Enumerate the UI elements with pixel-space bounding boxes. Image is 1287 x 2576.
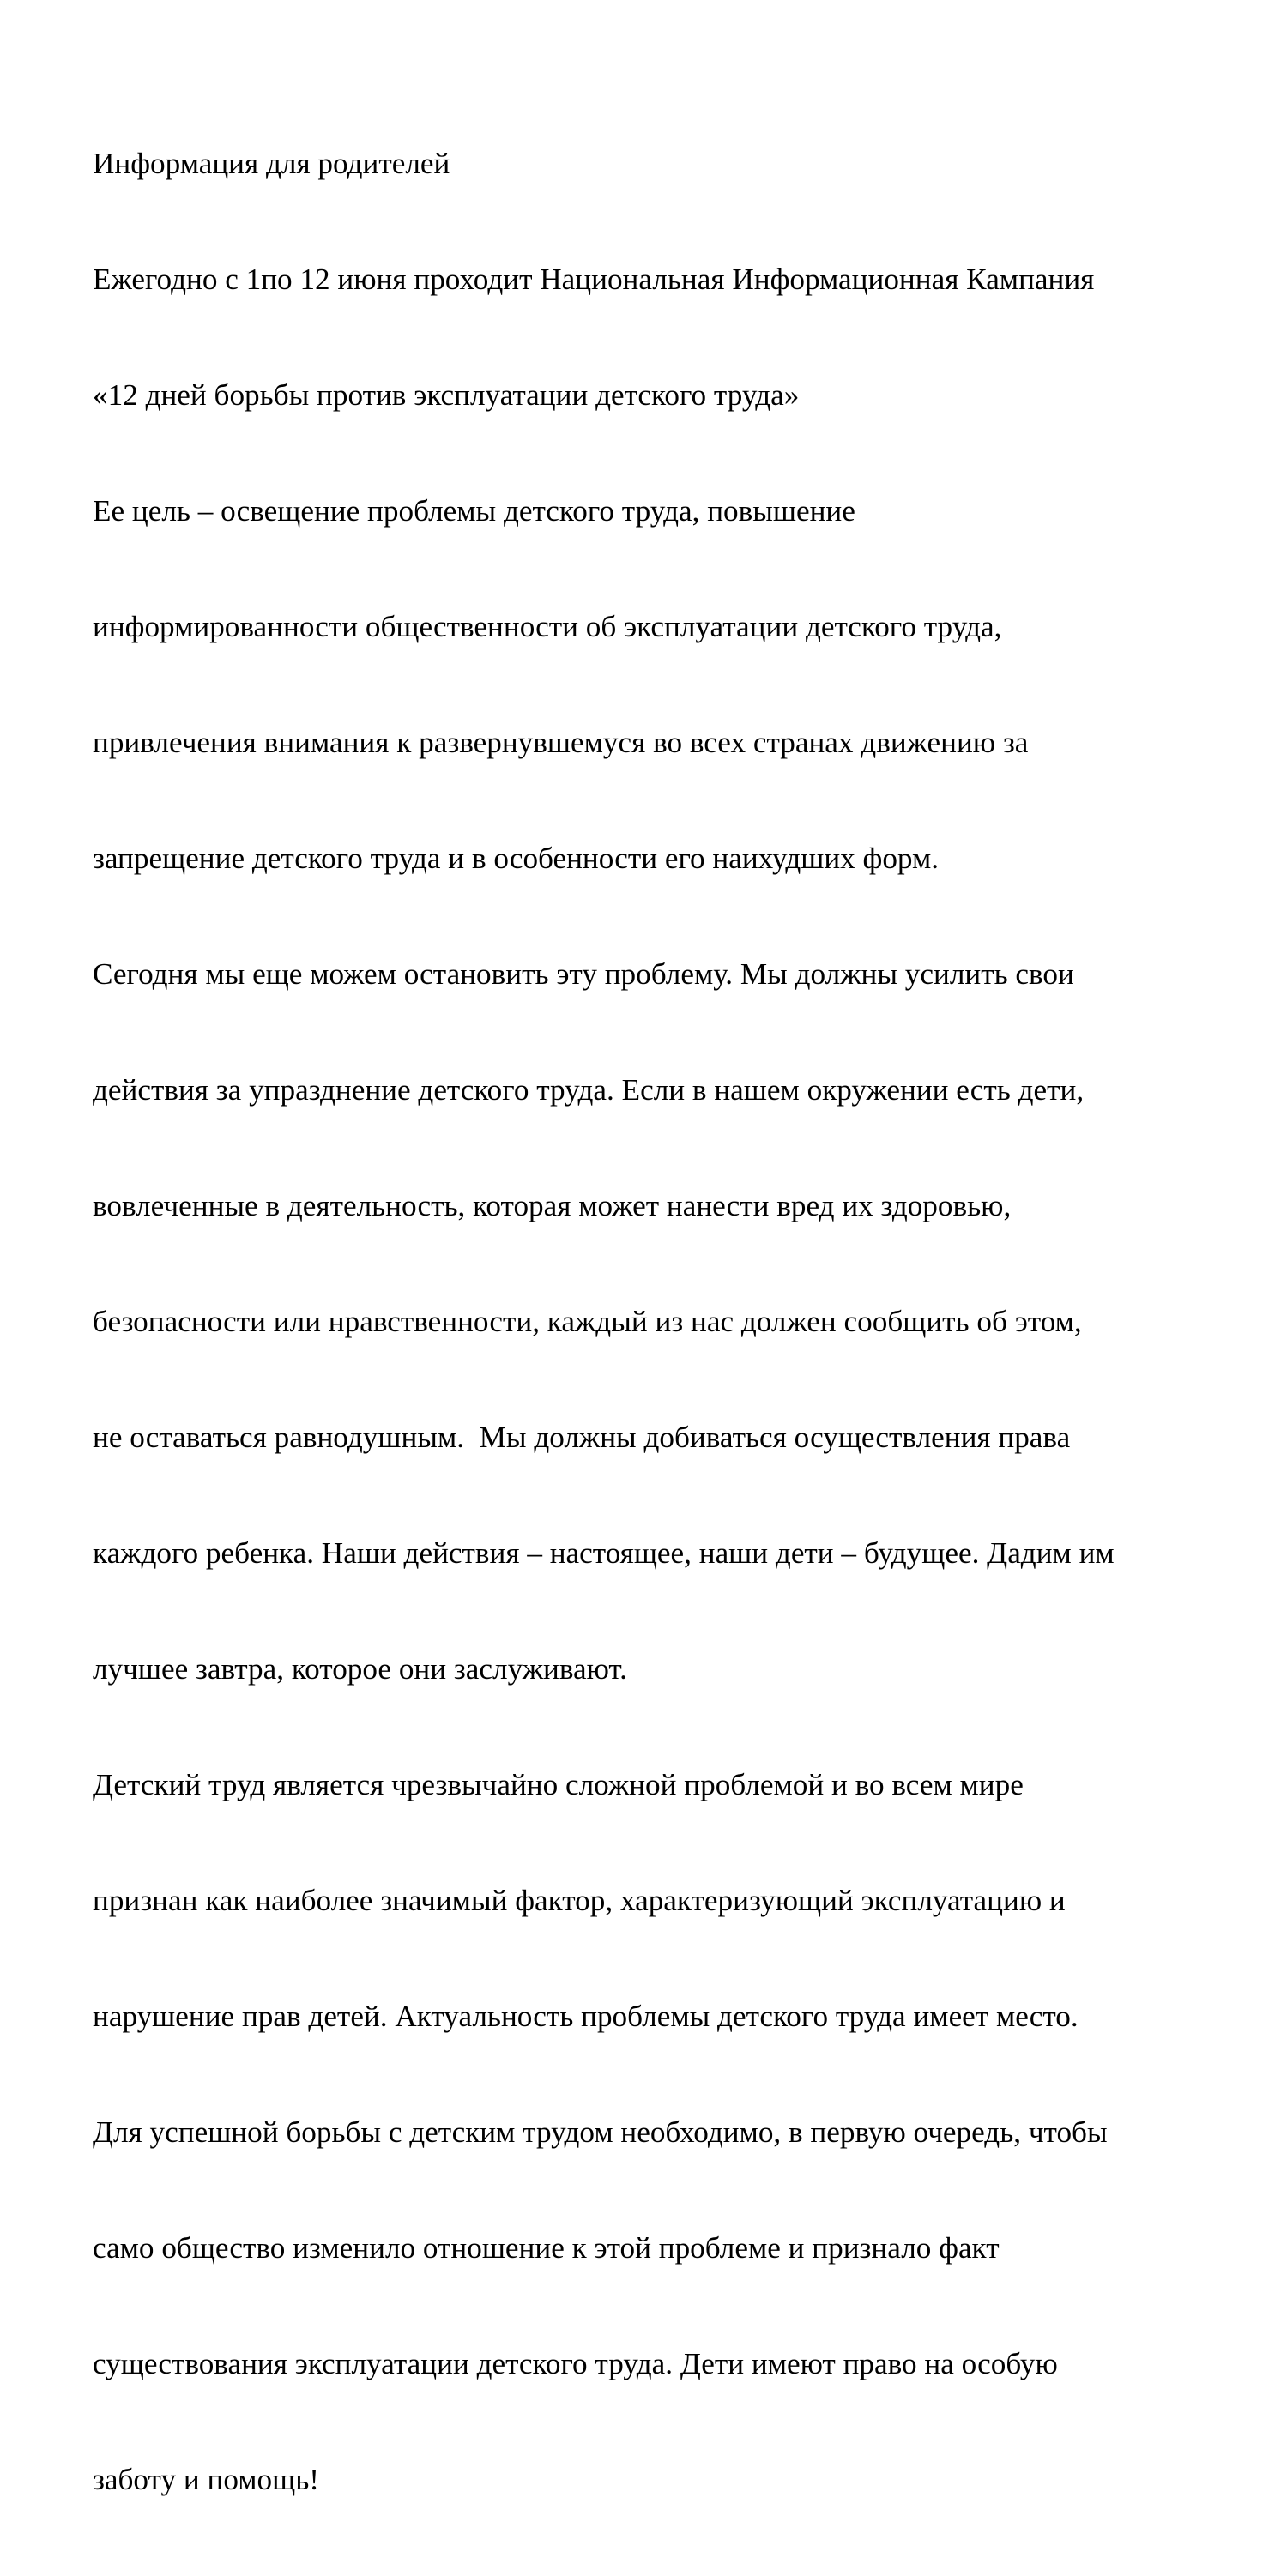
text-line: заботу и помощь!: [93, 2463, 319, 2496]
text-line: «12 дней борьбы против эксплуатации детского труда»: [93, 378, 800, 412]
text-line: признан как наиболее значимый фактор, характеризующий эксплуатацию и: [93, 1884, 1066, 1917]
text-line: нарушение прав детей. Актуальность проблемы детского труда имеет место.: [93, 2000, 1079, 2033]
text-line: каждого ребенка. Наши действия – настоящее, наши дети – будущее. Дадим им: [93, 1536, 1115, 1570]
text-line: само общество изменило отношение к этой проблеме и признало факт: [93, 2231, 1000, 2265]
text-line: Для успешной борьбы с детским трудом необходимо, в первую очередь, чтобы: [93, 2115, 1108, 2149]
text-line: Ее цель – освещение проблемы детского труда, повышение: [93, 494, 855, 528]
text-line: действия за упразднение детского труда. Если в нашем окружении есть дети,: [93, 1073, 1085, 1107]
text-line: Ежегодно с 1по 12 июня проходит Национальная Информационная Кампания: [93, 262, 1095, 296]
document-body: [93, 67, 1277, 2576]
text-line: не оставаться равнодушным. Мы должны добиваться осуществления права: [93, 1421, 1071, 1454]
text-line: Детский труд является чрезвычайно сложной проблемой и во всем мире: [93, 1768, 1024, 1801]
text-line: привлечения внимания к развернувшемуся во всех странах движению за: [93, 726, 1029, 759]
text-line: существования эксплуатации детского труда. Дети имеют право на особую: [93, 2347, 1058, 2380]
text-line: информированности общественности об эксплуатации детского труда,: [93, 610, 1002, 643]
text-line: запрещение детского труда и в особенности его наихудших форм.: [93, 842, 940, 875]
text-line: лучшее завтра, которое они заслуживают.: [93, 1652, 627, 1686]
document-title: Информация для родителей: [93, 147, 450, 180]
text-line: Сегодня мы еще можем остановить эту проблему. Мы должны усилить свои: [93, 957, 1074, 991]
text-line: вовлеченные в деятельность, которая может нанести вред их здоровью,: [93, 1189, 1012, 1222]
text-line: безопасности или нравственности, каждый из нас должен сообщить об этом,: [93, 1305, 1082, 1338]
